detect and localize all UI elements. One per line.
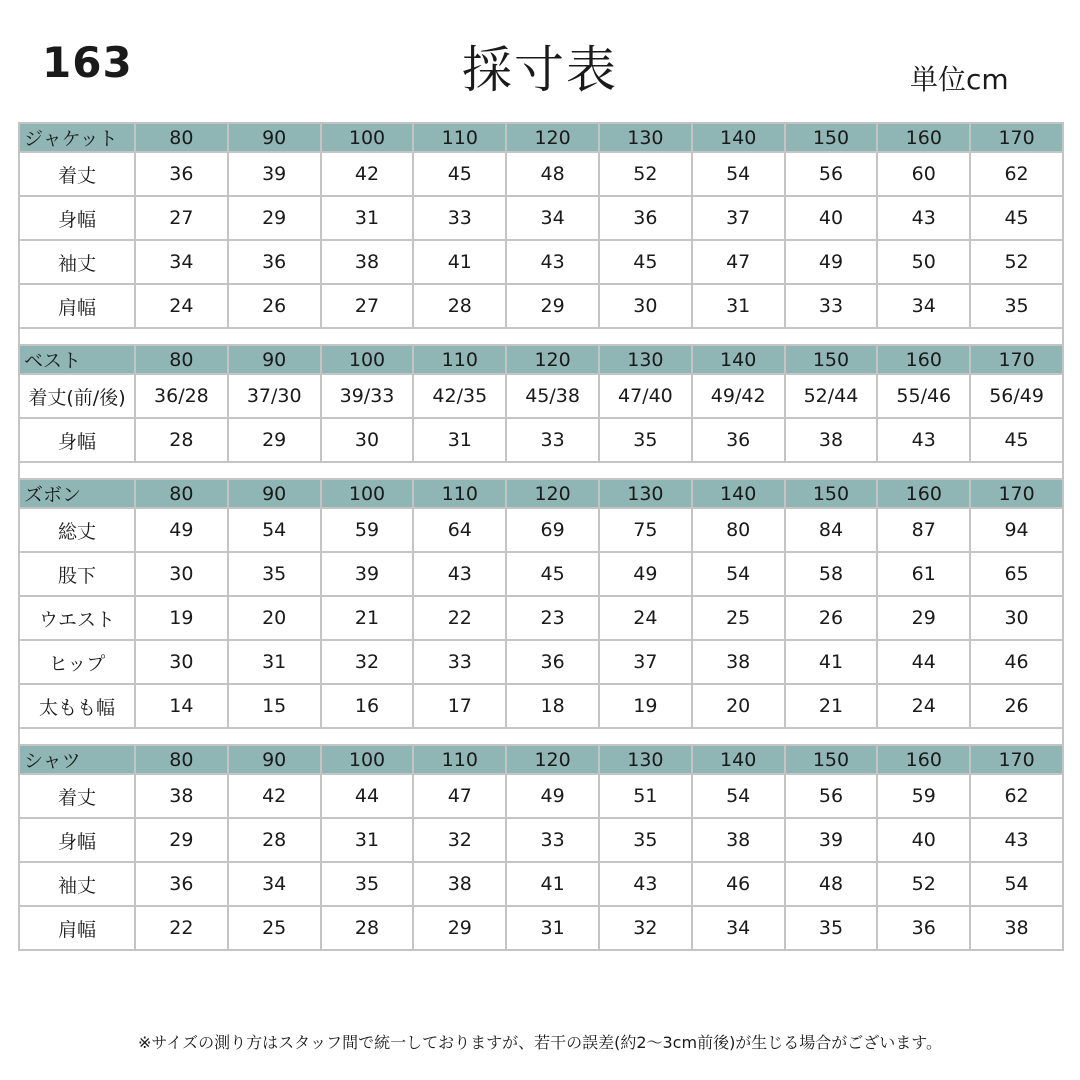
measurement-cell: 47/40 [599,374,692,418]
measurement-cell: 47 [692,240,785,284]
table-row [19,774,1063,818]
measurement-cell: 35 [599,418,692,462]
measurement-cell: 34 [135,240,228,284]
size-header-cell: 130 [599,345,692,374]
size-header-cell: 160 [877,123,970,152]
row-label: ウエスト [19,596,135,640]
measurement-cell: 15 [228,684,321,728]
size-header-cell: 140 [692,345,785,374]
measurement-cell: 19 [599,684,692,728]
measurement-cell: 35 [970,284,1063,328]
measurement-cell: 75 [599,508,692,552]
table-row [19,418,1063,462]
size-header-cell: 90 [228,479,321,508]
measurement-cell: 16 [321,684,414,728]
measurement-cell: 56 [785,774,878,818]
measurement-cell: 20 [692,684,785,728]
measurement-cell: 87 [877,508,970,552]
row-label: 肩幅 [19,284,135,328]
measurement-cell: 50 [877,240,970,284]
measurement-cell: 36 [506,640,599,684]
size-chart [18,122,1062,951]
measurement-cell: 32 [413,818,506,862]
size-header-cell: 150 [785,745,878,774]
footer-note: ※サイズの測り方はスタッフ間で統一しておりますが、若干の誤差(約2〜3cm前後)が生じる場合がございます。 [137,1033,943,1052]
row-label: 身幅 [19,196,135,240]
measurement-cell: 24 [135,284,228,328]
measurement-cell: 39 [228,152,321,196]
size-header-cell: 160 [877,479,970,508]
size-header-cell: 130 [599,745,692,774]
size-header-cell: 100 [321,745,414,774]
measurement-cell: 31 [321,818,414,862]
row-label: ヒップ [19,640,135,684]
measurement-cell: 49/42 [692,374,785,418]
measurement-cell: 31 [506,906,599,950]
size-header-cell: 120 [506,745,599,774]
measurement-cell: 28 [321,906,414,950]
size-header-cell: 80 [135,745,228,774]
size-header-cell: 160 [877,745,970,774]
size-header-cell: 100 [321,123,414,152]
measurement-cell: 49 [135,508,228,552]
size-header-cell: 150 [785,345,878,374]
table-row [19,906,1063,950]
measurement-cell: 32 [321,640,414,684]
table-row [19,240,1063,284]
measurement-cell: 64 [413,508,506,552]
row-label: 肩幅 [19,906,135,950]
measurement-cell: 34 [506,196,599,240]
measurement-cell: 40 [877,818,970,862]
size-header-cell: 150 [785,479,878,508]
measurement-cell: 30 [321,418,414,462]
measurement-cell: 26 [785,596,878,640]
measurement-cell: 30 [135,552,228,596]
measurement-cell: 39 [785,818,878,862]
measurement-cell: 28 [135,418,228,462]
size-table [18,122,1064,951]
measurement-cell: 80 [692,508,785,552]
spacer-cell [19,328,1063,345]
measurement-cell: 33 [413,196,506,240]
measurement-cell: 41 [506,862,599,906]
size-header-cell: 110 [413,123,506,152]
product-id: 163 [42,38,133,87]
measurement-cell: 59 [877,774,970,818]
measurement-cell: 84 [785,508,878,552]
size-header-cell: 80 [135,345,228,374]
measurement-cell: 38 [321,240,414,284]
measurement-cell: 45 [599,240,692,284]
measurement-cell: 56/49 [970,374,1063,418]
table-row [19,818,1063,862]
section-spacer [19,728,1063,745]
measurement-cell: 52 [970,240,1063,284]
table-row [19,196,1063,240]
measurement-cell: 42 [321,152,414,196]
measurement-cell: 60 [877,152,970,196]
measurement-cell: 45 [970,196,1063,240]
measurement-cell: 40 [785,196,878,240]
section-title: ズボン [19,479,135,508]
measurement-cell: 24 [599,596,692,640]
row-label: 身幅 [19,418,135,462]
measurement-cell: 33 [413,640,506,684]
row-label: 着丈(前/後) [19,374,135,418]
row-label: 太もも幅 [19,684,135,728]
measurement-cell: 21 [321,596,414,640]
measurement-cell: 51 [599,774,692,818]
measurement-cell: 38 [692,818,785,862]
measurement-cell: 55/46 [877,374,970,418]
measurement-cell: 36 [692,418,785,462]
measurement-cell: 31 [692,284,785,328]
table-row [19,152,1063,196]
row-label: 身幅 [19,818,135,862]
size-header-cell: 140 [692,123,785,152]
measurement-cell: 29 [877,596,970,640]
page-title: 採寸表 [462,41,618,99]
measurement-cell: 37 [692,196,785,240]
measurement-cell: 61 [877,552,970,596]
measurement-cell: 36 [877,906,970,950]
measurement-cell: 17 [413,684,506,728]
size-header-cell: 80 [135,479,228,508]
size-header-cell: 120 [506,345,599,374]
measurement-cell: 43 [599,862,692,906]
measurement-cell: 27 [135,196,228,240]
size-header-cell: 120 [506,123,599,152]
measurement-cell: 39 [321,552,414,596]
measurement-cell: 42/35 [413,374,506,418]
measurement-cell: 32 [599,906,692,950]
section-header-row [19,345,1063,374]
measurement-cell: 28 [228,818,321,862]
measurement-cell: 49 [599,552,692,596]
measurement-cell: 44 [321,774,414,818]
size-header-cell: 90 [228,745,321,774]
measurement-cell: 36 [228,240,321,284]
size-header-cell: 90 [228,123,321,152]
measurement-cell: 69 [506,508,599,552]
measurement-cell: 45 [506,552,599,596]
size-header-cell: 80 [135,123,228,152]
table-row [19,640,1063,684]
measurement-cell: 58 [785,552,878,596]
measurement-cell: 49 [785,240,878,284]
table-row [19,596,1063,640]
measurement-cell: 44 [877,640,970,684]
measurement-cell: 94 [970,508,1063,552]
section-spacer [19,328,1063,345]
measurement-cell: 37 [599,640,692,684]
measurement-cell: 38 [692,640,785,684]
measurement-cell: 54 [692,774,785,818]
row-label: 袖丈 [19,862,135,906]
measurement-cell: 38 [413,862,506,906]
measurement-cell: 47 [413,774,506,818]
row-label: 着丈 [19,774,135,818]
size-header-cell: 170 [970,479,1063,508]
measurement-cell: 41 [785,640,878,684]
table-row [19,862,1063,906]
size-header-cell: 170 [970,745,1063,774]
measurement-cell: 42 [228,774,321,818]
size-header-cell: 170 [970,345,1063,374]
measurement-cell: 49 [506,774,599,818]
measurement-cell: 46 [692,862,785,906]
size-header-cell: 110 [413,479,506,508]
measurement-cell: 35 [599,818,692,862]
measurement-cell: 18 [506,684,599,728]
spacer-cell [19,728,1063,745]
row-label: 総丈 [19,508,135,552]
size-header-cell: 100 [321,479,414,508]
measurement-cell: 45/38 [506,374,599,418]
measurement-cell: 38 [970,906,1063,950]
measurement-cell: 54 [228,508,321,552]
measurement-cell: 43 [877,196,970,240]
section-header-row [19,479,1063,508]
measurement-cell: 31 [321,196,414,240]
measurement-cell: 33 [506,818,599,862]
measurement-cell: 26 [228,284,321,328]
measurement-cell: 14 [135,684,228,728]
size-header-cell: 150 [785,123,878,152]
measurement-cell: 29 [135,818,228,862]
measurement-cell: 28 [413,284,506,328]
section-spacer [19,462,1063,479]
row-label: 袖丈 [19,240,135,284]
measurement-cell: 24 [877,684,970,728]
measurement-cell: 25 [692,596,785,640]
measurement-cell: 26 [970,684,1063,728]
size-header-cell: 170 [970,123,1063,152]
row-label: 着丈 [19,152,135,196]
section-title: シャツ [19,745,135,774]
measurement-cell: 52/44 [785,374,878,418]
measurement-cell: 23 [506,596,599,640]
measurement-cell: 62 [970,774,1063,818]
measurement-cell: 25 [228,906,321,950]
measurement-cell: 43 [877,418,970,462]
measurement-cell: 48 [785,862,878,906]
unit-label: 単位cm [910,63,1009,96]
measurement-cell: 30 [970,596,1063,640]
size-header-cell: 140 [692,745,785,774]
measurement-cell: 34 [692,906,785,950]
table-row [19,284,1063,328]
table-row [19,552,1063,596]
size-header-cell: 90 [228,345,321,374]
spacer-cell [19,462,1063,479]
measurement-cell: 34 [877,284,970,328]
table-row [19,508,1063,552]
measurement-cell: 56 [785,152,878,196]
measurement-cell: 31 [413,418,506,462]
measurement-cell: 29 [228,196,321,240]
measurement-cell: 41 [413,240,506,284]
measurement-cell: 54 [970,862,1063,906]
measurement-cell: 37/30 [228,374,321,418]
section-title: ジャケット [19,123,135,152]
table-row [19,684,1063,728]
measurement-cell: 30 [135,640,228,684]
section-title: ベスト [19,345,135,374]
measurement-cell: 35 [321,862,414,906]
measurement-cell: 36 [135,152,228,196]
measurement-cell: 33 [506,418,599,462]
measurement-cell: 52 [599,152,692,196]
measurement-cell: 39/33 [321,374,414,418]
measurement-cell: 54 [692,152,785,196]
measurement-cell: 36/28 [135,374,228,418]
size-header-cell: 140 [692,479,785,508]
measurement-cell: 45 [413,152,506,196]
section-header-row [19,745,1063,774]
size-header-cell: 110 [413,745,506,774]
section-header-row [19,123,1063,152]
measurement-cell: 48 [506,152,599,196]
measurement-cell: 35 [785,906,878,950]
measurement-cell: 19 [135,596,228,640]
measurement-cell: 36 [599,196,692,240]
measurement-cell: 54 [692,552,785,596]
row-label: 股下 [19,552,135,596]
measurement-cell: 35 [228,552,321,596]
measurement-cell: 65 [970,552,1063,596]
measurement-cell: 33 [785,284,878,328]
measurement-cell: 59 [321,508,414,552]
measurement-cell: 20 [228,596,321,640]
size-header-cell: 110 [413,345,506,374]
measurement-cell: 38 [785,418,878,462]
measurement-cell: 62 [970,152,1063,196]
measurement-cell: 22 [413,596,506,640]
measurement-cell: 43 [506,240,599,284]
size-header-cell: 130 [599,123,692,152]
size-header-cell: 160 [877,345,970,374]
measurement-cell: 22 [135,906,228,950]
measurement-cell: 30 [599,284,692,328]
measurement-cell: 29 [228,418,321,462]
measurement-cell: 29 [506,284,599,328]
measurement-cell: 31 [228,640,321,684]
measurement-cell: 34 [228,862,321,906]
measurement-cell: 46 [970,640,1063,684]
measurement-cell: 29 [413,906,506,950]
measurement-cell: 52 [877,862,970,906]
measurement-cell: 36 [135,862,228,906]
size-header-cell: 130 [599,479,692,508]
measurement-cell: 27 [321,284,414,328]
measurement-cell: 38 [135,774,228,818]
measurement-cell: 43 [413,552,506,596]
measurement-cell: 45 [970,418,1063,462]
table-row [19,374,1063,418]
measurement-cell: 21 [785,684,878,728]
size-header-cell: 120 [506,479,599,508]
size-header-cell: 100 [321,345,414,374]
measurement-cell: 43 [970,818,1063,862]
